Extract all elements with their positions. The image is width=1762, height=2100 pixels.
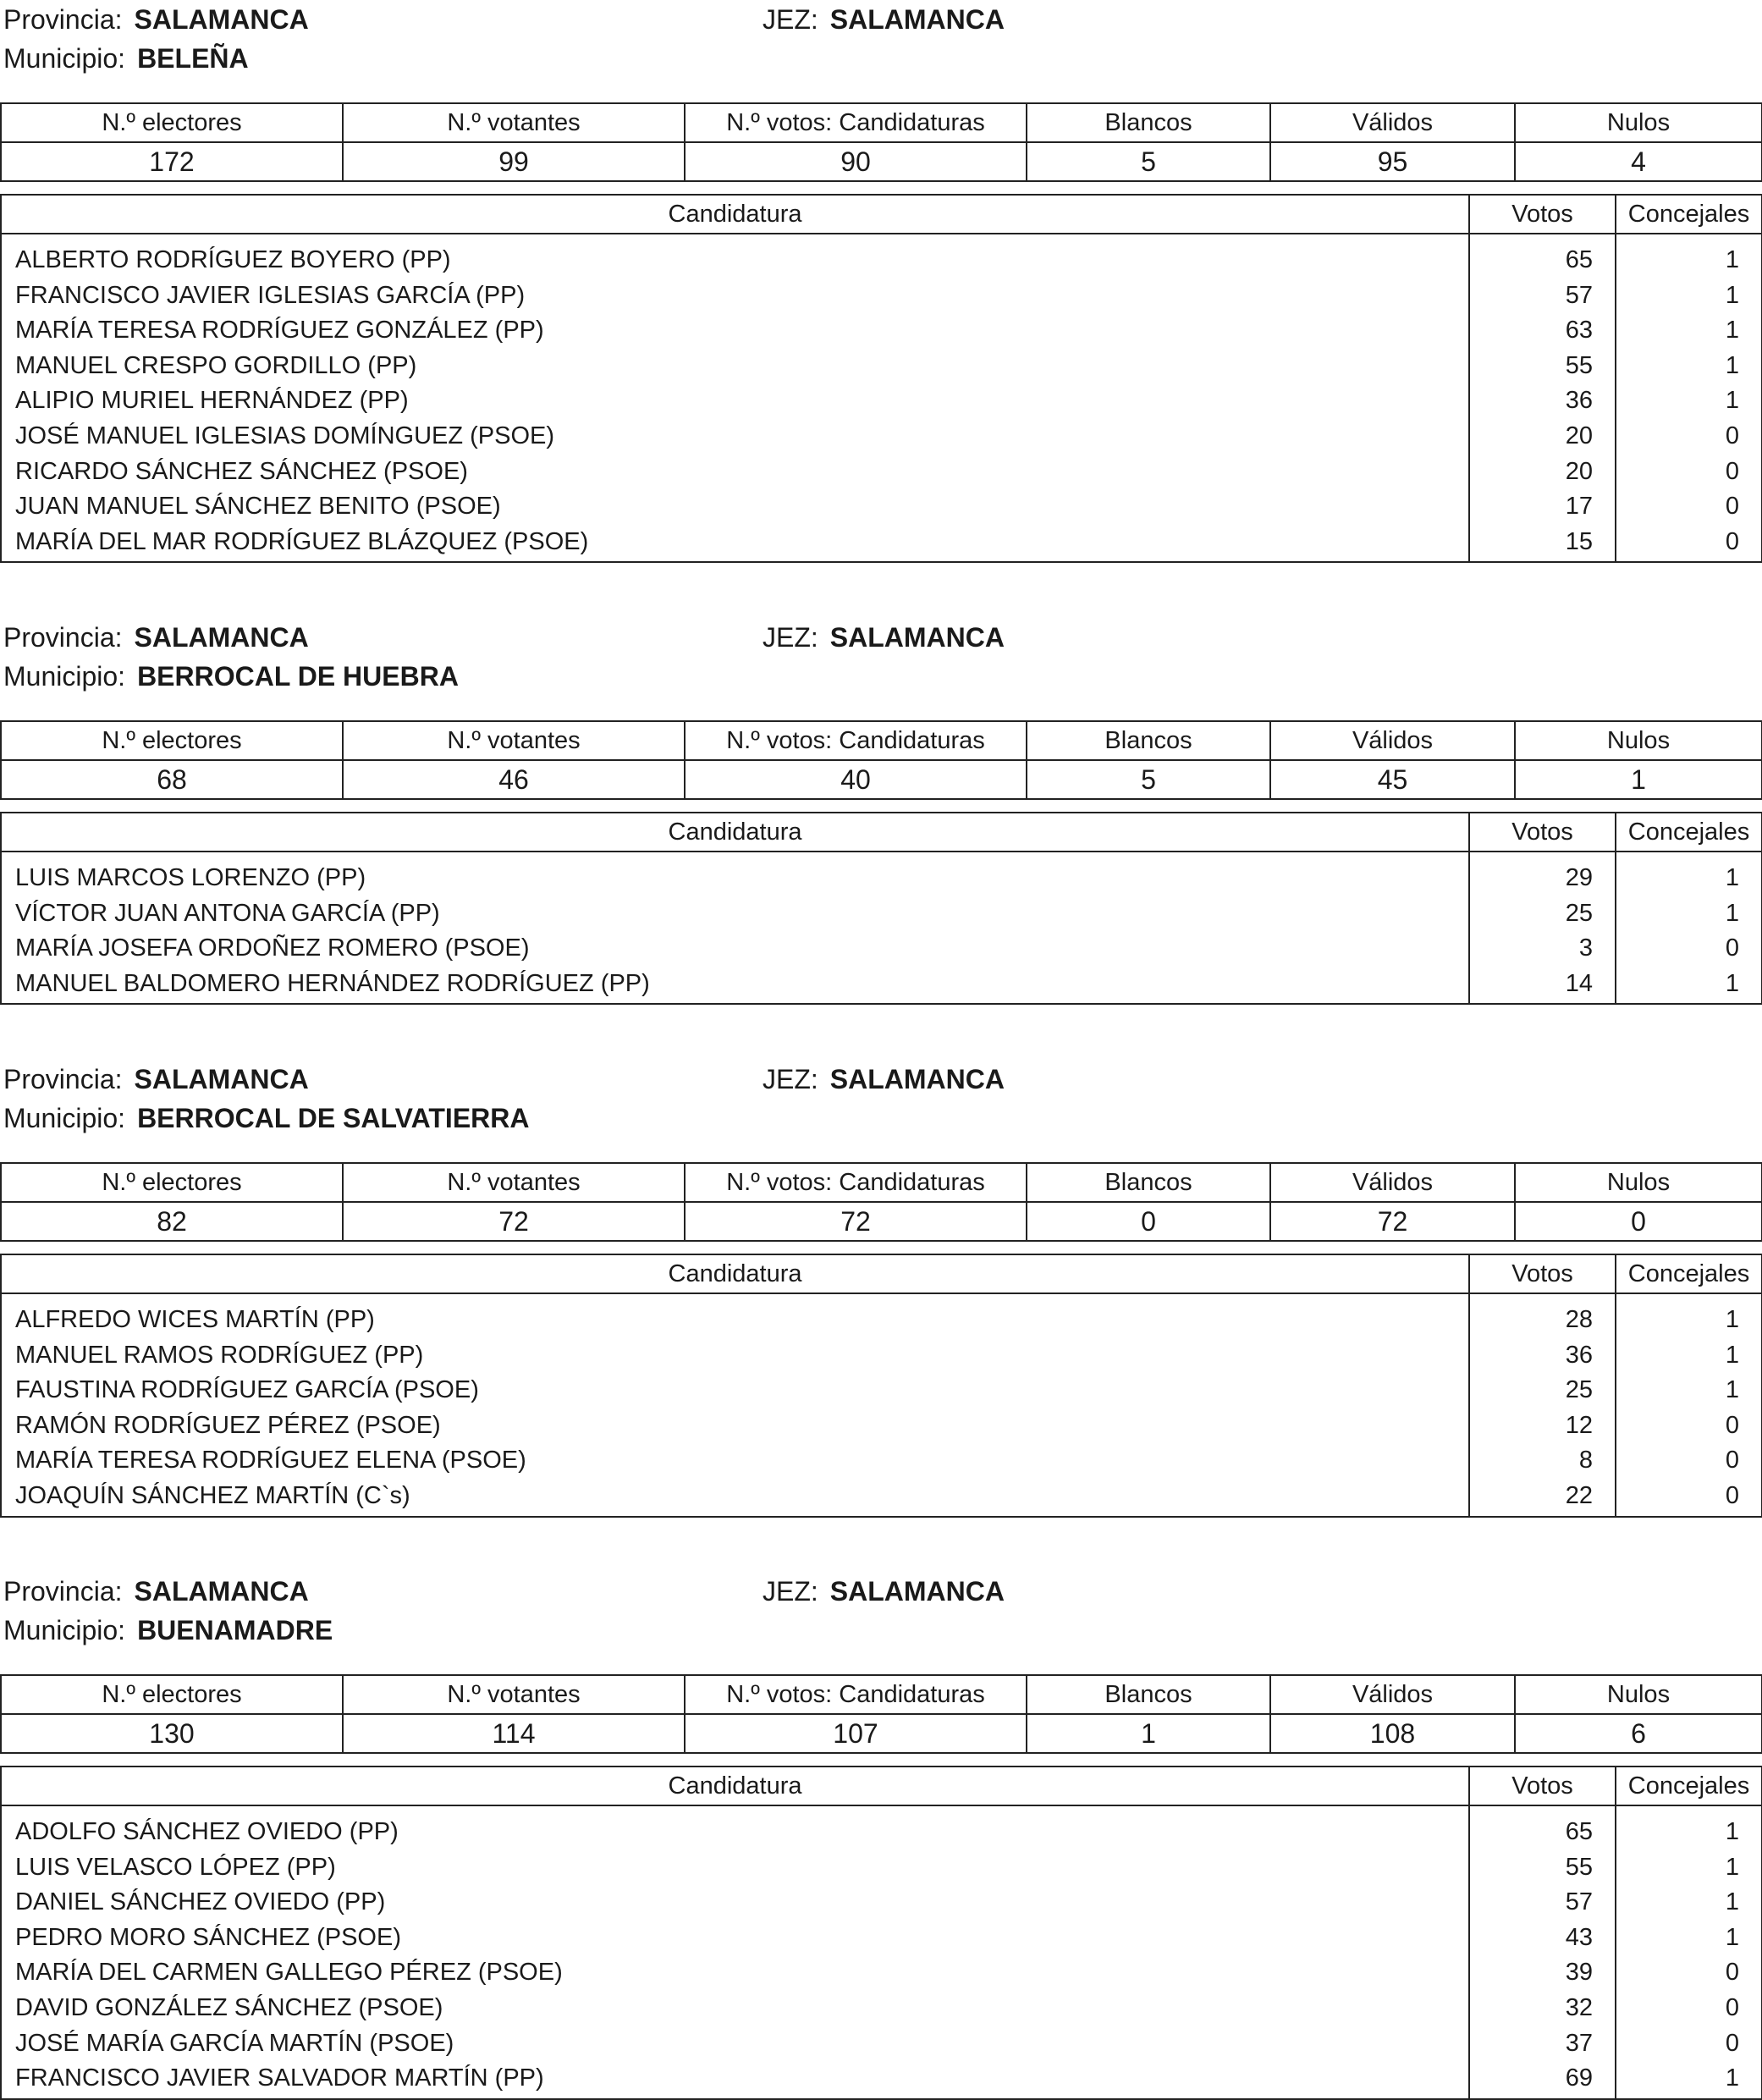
candidate-votes: 3 <box>1578 934 1593 962</box>
provincia-value: SALAMANCA <box>134 4 309 35</box>
candidate-concejales: 0 <box>1725 422 1739 449</box>
candidate-name: JOAQUÍN SÁNCHEZ MARTÍN (C`s) <box>15 1481 410 1509</box>
municipio-value: BUENAMADRE <box>137 1615 333 1645</box>
candidate-votes: 39 <box>1565 1959 1593 1987</box>
summary-value-cell: 72 <box>1270 1202 1515 1241</box>
summary-header-cell: N.º votantes <box>343 1675 685 1714</box>
candidate-name: MANUEL RAMOS RODRÍGUEZ (PP) <box>15 1341 424 1369</box>
candidate-votes: 57 <box>1565 281 1593 309</box>
candidate-votes: 14 <box>1565 969 1593 997</box>
candidate-name: DANIEL SÁNCHEZ OVIEDO (PP) <box>15 1888 386 1916</box>
provincia-value: SALAMANCA <box>134 1576 309 1607</box>
summary-header-cell: N.º electores <box>1 1163 343 1202</box>
municipio-label: Municipio: <box>3 43 126 74</box>
header-provincia-row <box>3 1572 309 1611</box>
candidate-name: JUAN MANUEL SÁNCHEZ BENITO (PSOE) <box>15 493 501 521</box>
candidate-concejales-column <box>1616 1293 1762 1517</box>
summary-header-cell: Nulos <box>1515 103 1762 142</box>
summary-header-cell: Válidos <box>1270 721 1515 760</box>
provincia-label: Provincia: <box>3 1064 123 1094</box>
summary-header-cell: N.º electores <box>1 103 343 142</box>
summary-value-cell: 1 <box>1515 760 1762 799</box>
summary-header-cell: N.º electores <box>1 721 343 760</box>
candidates-header-cell: Votos <box>1469 195 1616 234</box>
summary-value-cell: 90 <box>685 142 1027 181</box>
municipio-label: Municipio: <box>3 661 126 692</box>
candidates-header-row <box>1 1767 1762 1805</box>
summary-header-cell: N.º votos: Candidaturas <box>685 103 1027 142</box>
jez-value: SALAMANCA <box>829 1064 1005 1094</box>
candidates-header-cell: Concejales <box>1616 813 1762 852</box>
candidate-concejales: 0 <box>1725 1993 1739 2021</box>
candidate-votes: 28 <box>1565 1306 1593 1333</box>
candidate-concejales: 1 <box>1725 2064 1739 2092</box>
candidates-body-row <box>1 1805 1762 2099</box>
jez-value: SALAMANCA <box>829 4 1005 35</box>
provincia-label: Provincia: <box>3 1576 123 1607</box>
summary-header-cell: Nulos <box>1515 1163 1762 1202</box>
summary-value-cell: 130 <box>1 1714 343 1753</box>
summary-header-cell: Blancos <box>1027 721 1270 760</box>
candidates-header-row <box>1 195 1762 234</box>
candidate-names-column <box>1 852 1469 1004</box>
candidate-concejales: 0 <box>1725 1959 1739 1987</box>
candidates-header-row <box>1 813 1762 852</box>
summary-values-row <box>1 142 1762 181</box>
candidate-concejales: 1 <box>1725 351 1739 379</box>
candidate-concejales: 1 <box>1725 1923 1739 1951</box>
candidates-header-cell: Candidatura <box>1 1767 1469 1805</box>
provincia-label: Provincia: <box>3 622 123 653</box>
municipio-value: BERROCAL DE SALVATIERRA <box>137 1103 530 1133</box>
candidate-names-column <box>1 1805 1469 2099</box>
summary-header-cell: Nulos <box>1515 721 1762 760</box>
candidate-concejales: 0 <box>1725 493 1739 521</box>
candidate-votes: 32 <box>1565 1993 1593 2021</box>
candidate-votes: 57 <box>1565 1888 1593 1916</box>
municipio-value: BERROCAL DE HUEBRA <box>137 661 459 692</box>
candidate-votes: 36 <box>1565 1341 1593 1369</box>
summary-value-cell: 72 <box>343 1202 685 1241</box>
header-jez-row <box>763 618 1005 657</box>
candidate-votes-column <box>1469 1805 1616 2099</box>
candidate-votes: 20 <box>1565 422 1593 449</box>
municipio-value: BELEÑA <box>137 43 249 74</box>
jez-value: SALAMANCA <box>829 622 1005 653</box>
summary-value-cell: 46 <box>343 760 685 799</box>
summary-header-row <box>1 103 1762 142</box>
candidate-concejales-column <box>1616 234 1762 562</box>
summary-value-cell: 108 <box>1270 1714 1515 1753</box>
summary-header-cell: Válidos <box>1270 103 1515 142</box>
candidate-votes: 65 <box>1565 1818 1593 1845</box>
header-municipio-row <box>3 657 459 696</box>
summary-header-cell: N.º votos: Candidaturas <box>685 1675 1027 1714</box>
summary-value-cell: 68 <box>1 760 343 799</box>
candidate-votes: 22 <box>1565 1481 1593 1509</box>
candidate-votes-column <box>1469 1293 1616 1517</box>
candidate-concejales: 1 <box>1725 317 1739 344</box>
candidate-name: JOSÉ MANUEL IGLESIAS DOMÍNGUEZ (PSOE) <box>15 422 555 449</box>
candidate-name: PEDRO MORO SÁNCHEZ (PSOE) <box>15 1923 401 1951</box>
candidate-name: RICARDO SÁNCHEZ SÁNCHEZ (PSOE) <box>15 457 468 485</box>
candidate-concejales: 1 <box>1725 899 1739 927</box>
summary-table <box>0 1162 1762 1242</box>
summary-values-row <box>1 760 1762 799</box>
candidate-concejales: 1 <box>1725 1853 1739 1881</box>
summary-header-cell: N.º electores <box>1 1675 343 1714</box>
candidate-name: FAUSTINA RODRÍGUEZ GARCÍA (PSOE) <box>15 1376 479 1404</box>
candidate-name: MANUEL BALDOMERO HERNÁNDEZ RODRÍGUEZ (PP) <box>15 969 650 997</box>
candidates-header-cell: Concejales <box>1616 1767 1762 1805</box>
summary-header-row <box>1 1675 1762 1714</box>
candidates-header-cell: Candidatura <box>1 1254 1469 1293</box>
municipio-label: Municipio: <box>3 1103 126 1133</box>
candidate-concejales: 0 <box>1725 2029 1739 2057</box>
candidate-concejales: 1 <box>1725 387 1739 415</box>
candidate-name: VÍCTOR JUAN ANTONA GARCÍA (PP) <box>15 899 440 927</box>
summary-header-row <box>1 721 1762 760</box>
candidate-name: MARÍA DEL MAR RODRÍGUEZ BLÁZQUEZ (PSOE) <box>15 527 589 555</box>
candidate-name: ALBERTO RODRÍGUEZ BOYERO (PP) <box>15 246 451 273</box>
jez-label: JEZ: <box>763 622 818 653</box>
summary-header-cell: N.º votantes <box>343 1163 685 1202</box>
candidate-votes: 25 <box>1565 899 1593 927</box>
municipio-label: Municipio: <box>3 1615 126 1645</box>
candidate-votes: 55 <box>1565 1853 1593 1881</box>
candidate-concejales: 0 <box>1725 457 1739 485</box>
jez-label: JEZ: <box>763 1064 818 1094</box>
candidate-votes-column <box>1469 234 1616 562</box>
header-provincia-row <box>3 618 309 657</box>
summary-header-cell: N.º votos: Candidaturas <box>685 721 1027 760</box>
candidate-name: ADOLFO SÁNCHEZ OVIEDO (PP) <box>15 1818 399 1845</box>
candidate-name: MANUEL CRESPO GORDILLO (PP) <box>15 351 417 379</box>
provincia-value: SALAMANCA <box>134 1064 309 1094</box>
candidate-name: ALFREDO WICES MARTÍN (PP) <box>15 1306 375 1333</box>
candidates-header-cell: Candidatura <box>1 813 1469 852</box>
summary-value-cell: 40 <box>685 760 1027 799</box>
summary-value-cell: 1 <box>1027 1714 1270 1753</box>
summary-header-cell: Válidos <box>1270 1163 1515 1202</box>
candidate-concejales: 0 <box>1725 527 1739 555</box>
summary-header-row <box>1 1163 1762 1202</box>
candidate-votes-column <box>1469 852 1616 1004</box>
candidate-concejales: 1 <box>1725 281 1739 309</box>
jez-label: JEZ: <box>763 4 818 35</box>
candidates-table <box>0 194 1762 563</box>
header-municipio-row <box>3 39 249 78</box>
summary-value-cell: 4 <box>1515 142 1762 181</box>
candidate-votes: 29 <box>1565 864 1593 891</box>
header-jez-row <box>763 1572 1005 1611</box>
candidate-concejales: 1 <box>1725 246 1739 273</box>
summary-table <box>0 102 1762 182</box>
candidate-votes: 37 <box>1565 2029 1593 2057</box>
candidates-table <box>0 812 1762 1005</box>
summary-table <box>0 720 1762 800</box>
candidate-votes: 43 <box>1565 1923 1593 1951</box>
summary-header-cell: Nulos <box>1515 1675 1762 1714</box>
candidates-body-row <box>1 234 1762 562</box>
candidate-concejales: 1 <box>1725 969 1739 997</box>
candidates-header-row <box>1 1254 1762 1293</box>
candidate-votes: 69 <box>1565 2064 1593 2092</box>
candidate-votes: 20 <box>1565 457 1593 485</box>
candidate-name: JOSÉ MARÍA GARCÍA MARTÍN (PSOE) <box>15 2029 454 2057</box>
header-provincia-row <box>3 1060 309 1099</box>
candidates-header-cell: Concejales <box>1616 1254 1762 1293</box>
summary-value-cell: 95 <box>1270 142 1515 181</box>
candidate-concejales-column <box>1616 1805 1762 2099</box>
header-municipio-row <box>3 1099 529 1138</box>
summary-value-cell: 6 <box>1515 1714 1762 1753</box>
summary-header-cell: Válidos <box>1270 1675 1515 1714</box>
summary-values-row <box>1 1714 1762 1753</box>
candidate-votes: 55 <box>1565 351 1593 379</box>
candidate-votes: 15 <box>1565 527 1593 555</box>
candidate-votes: 8 <box>1578 1447 1593 1474</box>
summary-value-cell: 172 <box>1 142 343 181</box>
candidate-votes: 65 <box>1565 246 1593 273</box>
header-provincia-row <box>3 0 309 39</box>
summary-table <box>0 1674 1762 1754</box>
candidate-concejales: 1 <box>1725 1341 1739 1369</box>
candidate-names-column <box>1 234 1469 562</box>
jez-label: JEZ: <box>763 1576 818 1607</box>
candidate-name: ALIPIO MURIEL HERNÁNDEZ (PP) <box>15 387 409 415</box>
summary-value-cell: 107 <box>685 1714 1027 1753</box>
candidates-header-cell: Votos <box>1469 1767 1616 1805</box>
candidate-concejales: 1 <box>1725 1888 1739 1916</box>
candidates-header-cell: Concejales <box>1616 195 1762 234</box>
candidate-name: MARÍA TERESA RODRÍGUEZ GONZÁLEZ (PP) <box>15 317 544 344</box>
summary-header-cell: N.º votos: Candidaturas <box>685 1163 1027 1202</box>
summary-value-cell: 0 <box>1027 1202 1270 1241</box>
summary-value-cell: 45 <box>1270 760 1515 799</box>
candidate-votes: 12 <box>1565 1411 1593 1439</box>
summary-values-row <box>1 1202 1762 1241</box>
provincia-value: SALAMANCA <box>134 622 309 653</box>
candidate-concejales: 1 <box>1725 1306 1739 1333</box>
candidate-name: MARÍA JOSEFA ORDOÑEZ ROMERO (PSOE) <box>15 934 530 962</box>
summary-header-cell: Blancos <box>1027 1675 1270 1714</box>
candidate-concejales: 0 <box>1725 1481 1739 1509</box>
candidate-votes: 63 <box>1565 317 1593 344</box>
header-municipio-row <box>3 1611 333 1650</box>
summary-value-cell: 82 <box>1 1202 343 1241</box>
summary-value-cell: 114 <box>343 1714 685 1753</box>
candidates-body-row <box>1 852 1762 1004</box>
summary-header-cell: N.º votantes <box>343 721 685 760</box>
summary-value-cell: 5 <box>1027 760 1270 799</box>
candidate-name: MARÍA DEL CARMEN GALLEGO PÉREZ (PSOE) <box>15 1959 563 1987</box>
candidate-votes: 25 <box>1565 1376 1593 1404</box>
summary-header-cell: N.º votantes <box>343 103 685 142</box>
candidate-name: MARÍA TERESA RODRÍGUEZ ELENA (PSOE) <box>15 1447 526 1474</box>
candidate-concejales: 0 <box>1725 1447 1739 1474</box>
provincia-label: Provincia: <box>3 4 123 35</box>
header-jez-row <box>763 0 1005 39</box>
candidates-header-cell: Candidatura <box>1 195 1469 234</box>
candidates-header-cell: Votos <box>1469 813 1616 852</box>
summary-value-cell: 99 <box>343 142 685 181</box>
candidates-body-row <box>1 1293 1762 1517</box>
candidate-concejales: 0 <box>1725 1411 1739 1439</box>
candidates-header-cell: Votos <box>1469 1254 1616 1293</box>
candidate-concejales: 0 <box>1725 934 1739 962</box>
summary-header-cell: Blancos <box>1027 1163 1270 1202</box>
header-jez-row <box>763 1060 1005 1099</box>
candidate-name: FRANCISCO JAVIER IGLESIAS GARCÍA (PP) <box>15 281 526 309</box>
summary-value-cell: 0 <box>1515 1202 1762 1241</box>
candidate-concejales: 1 <box>1725 1818 1739 1845</box>
candidate-name: FRANCISCO JAVIER SALVADOR MARTÍN (PP) <box>15 2064 544 2092</box>
candidate-name: DAVID GONZÁLEZ SÁNCHEZ (PSOE) <box>15 1993 443 2021</box>
summary-header-cell: Blancos <box>1027 103 1270 142</box>
candidate-name: RAMÓN RODRÍGUEZ PÉREZ (PSOE) <box>15 1411 441 1439</box>
candidates-table <box>0 1766 1762 2100</box>
jez-value: SALAMANCA <box>829 1576 1005 1607</box>
candidates-table <box>0 1254 1762 1518</box>
candidate-concejales: 1 <box>1725 864 1739 891</box>
candidate-name: LUIS VELASCO LÓPEZ (PP) <box>15 1853 336 1881</box>
candidate-concejales: 1 <box>1725 1376 1739 1404</box>
candidate-names-column <box>1 1293 1469 1517</box>
summary-value-cell: 72 <box>685 1202 1027 1241</box>
candidate-votes: 17 <box>1565 493 1593 521</box>
candidate-votes: 36 <box>1565 387 1593 415</box>
summary-value-cell: 5 <box>1027 142 1270 181</box>
candidate-name: LUIS MARCOS LORENZO (PP) <box>15 864 366 891</box>
candidate-concejales-column <box>1616 852 1762 1004</box>
